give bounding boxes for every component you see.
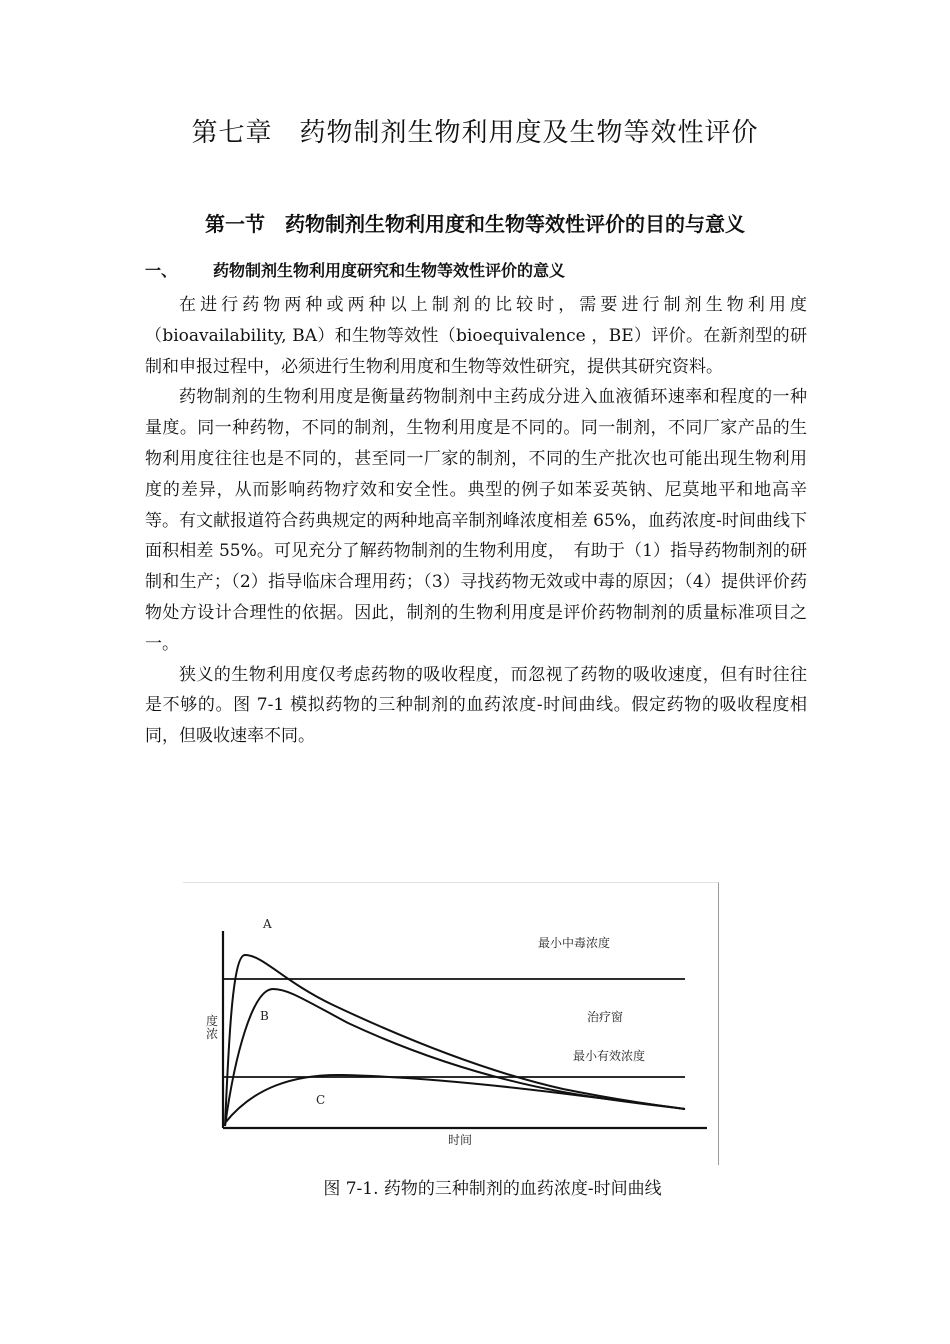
paragraph: 在进行药物两种或两种以上制剂的比较时，需要进行制剂生物利用度（bioavailability, BA）和生物等效性（bioequivalence ，BE）评价。在新剂型的研制和申报过程中，必须进行生物利用度和生物等效性研究，提供其研究资料。 xyxy=(145,295,807,377)
paragraph: 药物制剂的生物利用度是衡量药物制剂中主药成分进入血液循环速率和程度的一种量度。同一种药物，不同的制剂，生物利用度是不同的。同一制剂，不同厂家产品的生物利用度往往也是不同的，甚至同一厂家的制剂，不同的生产批次也可能出现生物利用度的差异，从而影响药物疗效和安全性。典型的例子如苯妥英钠、尼莫地平和地高辛等。有文献报道符合药典规定的两种地高辛制剂峰浓度相差 65%，血药浓度-时间曲线下面积相差 55%。可见充分了解药物制剂的生物利用度， 有助于（1）指导药物制剂的研制和生产；（2）指导临床合理用药；（3）寻找药物无效或中毒的原因；（4）提供评价药物处方设计合理性的依据。因此，制剂的生物利用度是评价药物制剂的质量标准项目之一。 xyxy=(145,387,807,654)
figure-caption: 图 7-1. 药物的三种制剂的血药浓度-时间曲线 xyxy=(323,1179,662,1199)
min-toxic-concentration-label: 最小中毒浓度 xyxy=(538,936,611,950)
therapeutic-window-label: 治疗窗 xyxy=(587,1010,624,1024)
subsection-title: 药物制剂生物利用度研究和生物等效性评价的意义 xyxy=(213,261,566,280)
concentration-time-figure xyxy=(183,882,719,1165)
subsection-number: 一、 xyxy=(145,261,178,280)
body-text xyxy=(145,290,807,752)
min-effective-concentration-label: 最小有效浓度 xyxy=(573,1049,646,1063)
subsection-heading xyxy=(145,258,805,281)
curve-c-label: C xyxy=(316,1093,326,1107)
curve-a-label: A xyxy=(263,917,272,931)
paragraph: 狭义的生物利用度仅考虑药物的吸收程度，而忽视了药物的吸收速度，但有时往往是不够的。图 7-1 模拟药物的三种制剂的血药浓度-时间曲线。假定药物的吸收程度相同，但吸收速率不同。 xyxy=(145,664,807,747)
section-title: 第一节 药物制剂生物利用度和生物等效性评价的目的与意义 xyxy=(205,212,745,236)
curve-b-label: B xyxy=(260,1009,269,1023)
y-axis-label: 度浓 xyxy=(205,1014,218,1041)
chapter-title: 第七章 药物制剂生物利用度及生物等效性评价 xyxy=(191,118,759,148)
x-axis-label: 时间 xyxy=(448,1133,473,1147)
